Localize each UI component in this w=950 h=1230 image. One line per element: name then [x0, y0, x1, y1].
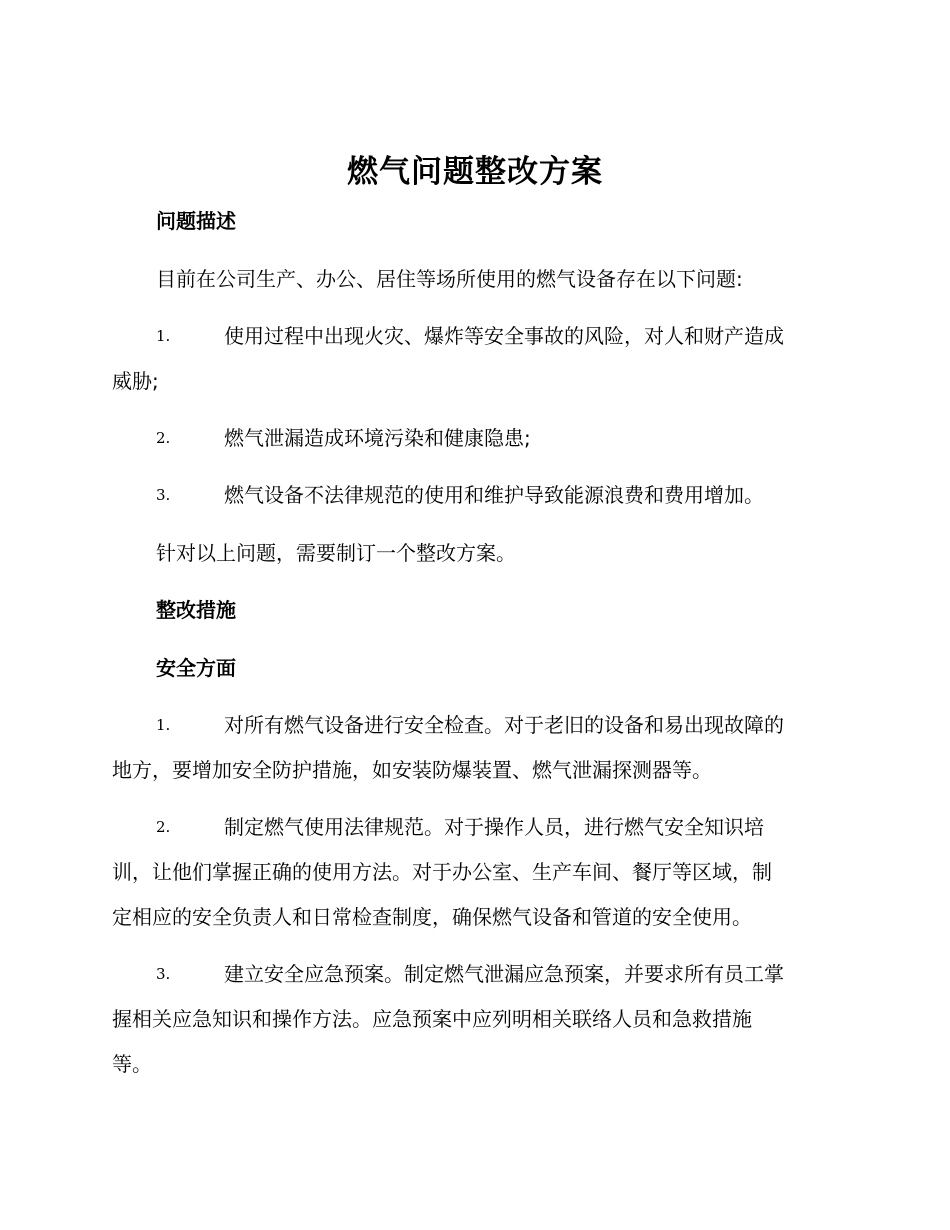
list-number: 3. [156, 965, 171, 983]
section-heading-problem: 问题描述 [156, 209, 236, 233]
list-item-text: 定相应的安全负责人和日常检查制度，确保燃气设备和管道的安全使用。 [112, 905, 752, 929]
list-item-text: 使用过程中出现火灾、爆炸等安全事故的风险，对人和财产造成 [224, 324, 784, 348]
list-number: 3. [156, 486, 171, 504]
list-item-text: 握相关应急知识和操作方法。应急预案中应列明相关联络人员和急救措施 [112, 1007, 752, 1031]
subheading-safety: 安全方面 [156, 656, 236, 680]
list-item-text: 等。 [112, 1052, 152, 1076]
list-item-text: 燃气设备不法律规范的使用和维护导致能源浪费和费用增加。 [224, 483, 764, 507]
problem-item-1 [112, 321, 842, 411]
measure-item-2 [112, 812, 842, 947]
problem-item-2 [112, 423, 842, 468]
problem-conclusion: 针对以上问题，需要制订一个整改方案。 [156, 541, 516, 565]
list-number: 1. [156, 327, 171, 345]
list-item-text: 制定燃气使用法律规范。对于操作人员，进行燃气安全知识培 [224, 815, 764, 839]
list-item-text: 训，让他们掌握正确的使用方法。对于办公室、生产车间、餐厅等区域，制 [112, 860, 772, 884]
section-heading-measures: 整改措施 [156, 598, 236, 622]
document-title: 燃气问题整改方案 [347, 154, 603, 190]
problem-intro: 目前在公司生产、办公、居住等场所使用的燃气设备存在以下问题: [156, 267, 743, 291]
list-item-text: 威胁; [112, 369, 159, 393]
measure-item-3 [112, 959, 842, 1094]
list-item-text: 对所有燃气设备进行安全检查。对于老旧的设备和易出现故障的 [224, 713, 784, 737]
measure-item-1 [112, 710, 842, 800]
list-number: 1. [156, 716, 171, 734]
list-number: 2. [156, 818, 171, 836]
list-number: 2. [156, 429, 171, 447]
list-item-text: 燃气泄漏造成环境污染和健康隐患; [224, 426, 531, 450]
list-item-text: 建立安全应急预案。制定燃气泄漏应急预案，并要求所有员工掌 [224, 962, 784, 986]
list-item-text: 地方，要增加安全防护措施，如安装防爆装置、燃气泄漏探测器等。 [112, 758, 712, 782]
problem-item-3 [112, 480, 842, 525]
